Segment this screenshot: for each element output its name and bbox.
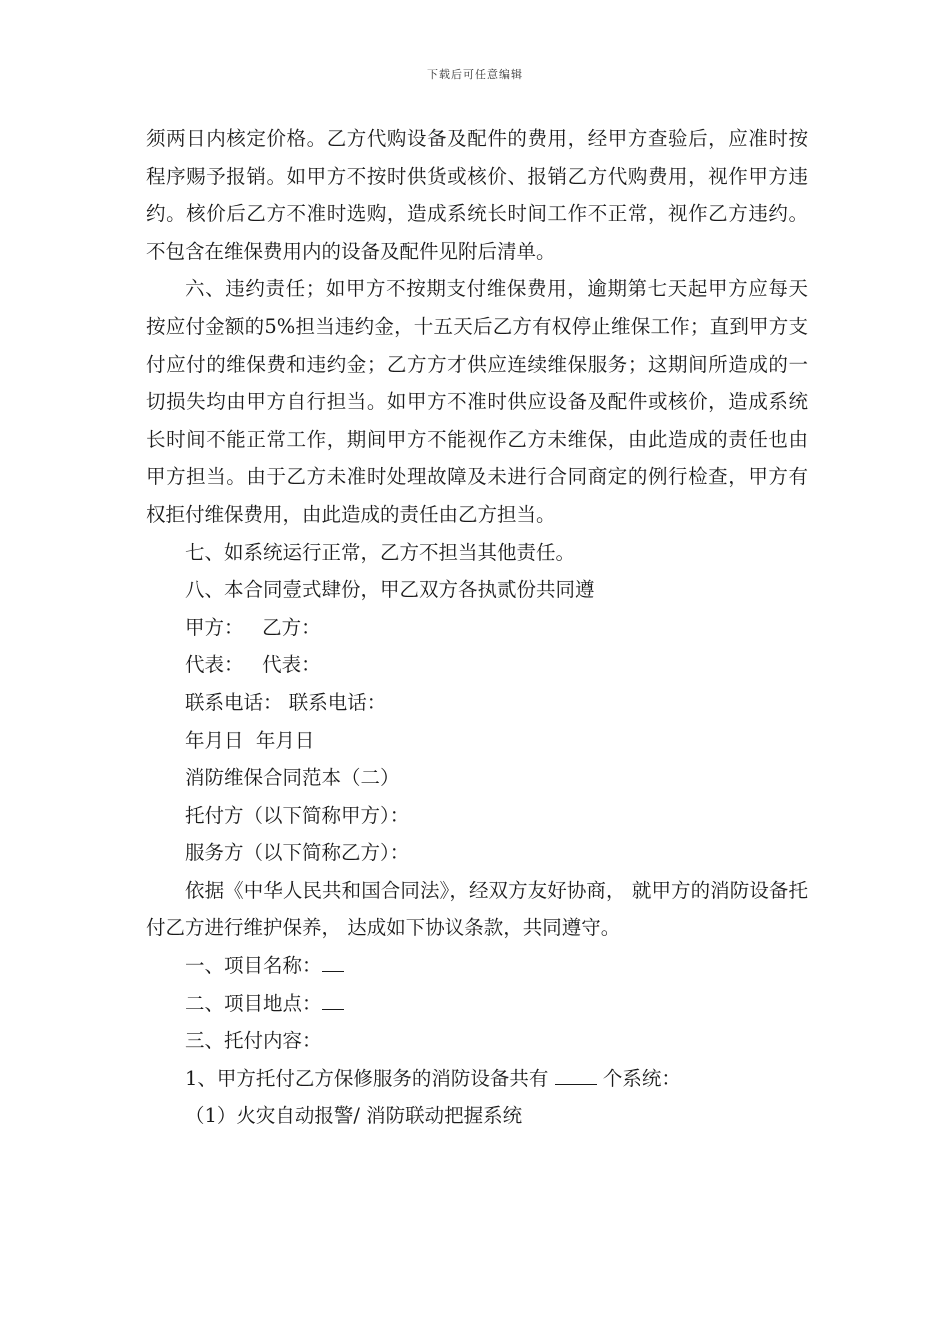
item-fire-alarm-system: （1）火灾自动报警/ 消防联动把握系统 — [185, 1104, 523, 1128]
document-body — [146, 120, 808, 1135]
project-name-blank — [322, 949, 344, 972]
signature-date-line: 年月日 年月日 — [185, 728, 315, 752]
paragraph-clause-seven: 七、如系统运行正常，乙方不担当其他责任。 — [185, 540, 576, 564]
paragraph-breach-liability: 六、违约责任；如甲方不按期支付维保费用，逾期第七天起甲方应每天按应付金额的5%担当违约金，十五天后乙方有权停止维保工作；直到甲方支付应付的维保费和违约金；乙方方才供应连续维保服务；这期间所造成的一切损失均由甲方自行担当。如甲方不准时供应设备及配件或核价，造成系统长时间不能正常工作，期间甲方不能视作乙方未维保，由此造成的责任也由甲方担当。由于乙方未准时处理故障及未进行合同商定的例行检查，甲方有权拒付维保费用，由此造成的责任由乙方担当。 — [146, 277, 808, 526]
service-party-line: 服务方（以下简称乙方）： — [185, 841, 410, 865]
page-header: 下载后可任意编辑 — [427, 68, 523, 81]
item-project-location-label: 二、项目地点： — [185, 991, 322, 1015]
paragraph-clause-eight: 八、本合同壹式肆份，甲乙双方各执贰份共同遵 — [185, 578, 595, 602]
system-count-text-after: 个系统： — [602, 1066, 681, 1090]
paragraph-agreement-basis: 依据《中华人民共和国合同法》，经双方友好协商， 就甲方的消防设备托付乙方进行维护保养， 达成如下协议条款，共同遵守。 — [146, 878, 808, 940]
signature-party-line: 甲方： 乙方： — [185, 615, 321, 639]
project-location-blank — [322, 987, 344, 1010]
item-system-count — [146, 1060, 808, 1098]
system-count-blank — [555, 1062, 597, 1085]
paragraph-price-verification: 须两日内核定价格。乙方代购设备及配件的费用，经甲方查验后，应准时按程序赐予报销。如甲方不按时供货或核价、报销乙方代购费用，视作甲方违约。核价后乙方不准时选购，造成系统长时间工作不正常，视作乙方违约。不包含在维保费用内的设备及配件见附后清单。 — [146, 127, 808, 263]
signature-phone-line: 联系电话： 联系电话： — [185, 690, 387, 714]
system-count-text-before: 1、甲方托付乙方保修服务的消防设备共有 — [185, 1066, 549, 1090]
client-party-line: 托付方（以下简称甲方）： — [185, 803, 410, 827]
item-project-location — [146, 985, 808, 1023]
item-entrusted-content: 三、托付内容： — [185, 1029, 322, 1053]
signature-representative-line: 代表： 代表： — [185, 653, 321, 677]
contract-template-title: 消防维保合同范本（二） — [185, 766, 400, 790]
item-project-name-label: 一、项目名称： — [185, 954, 322, 978]
item-project-name — [146, 947, 808, 985]
